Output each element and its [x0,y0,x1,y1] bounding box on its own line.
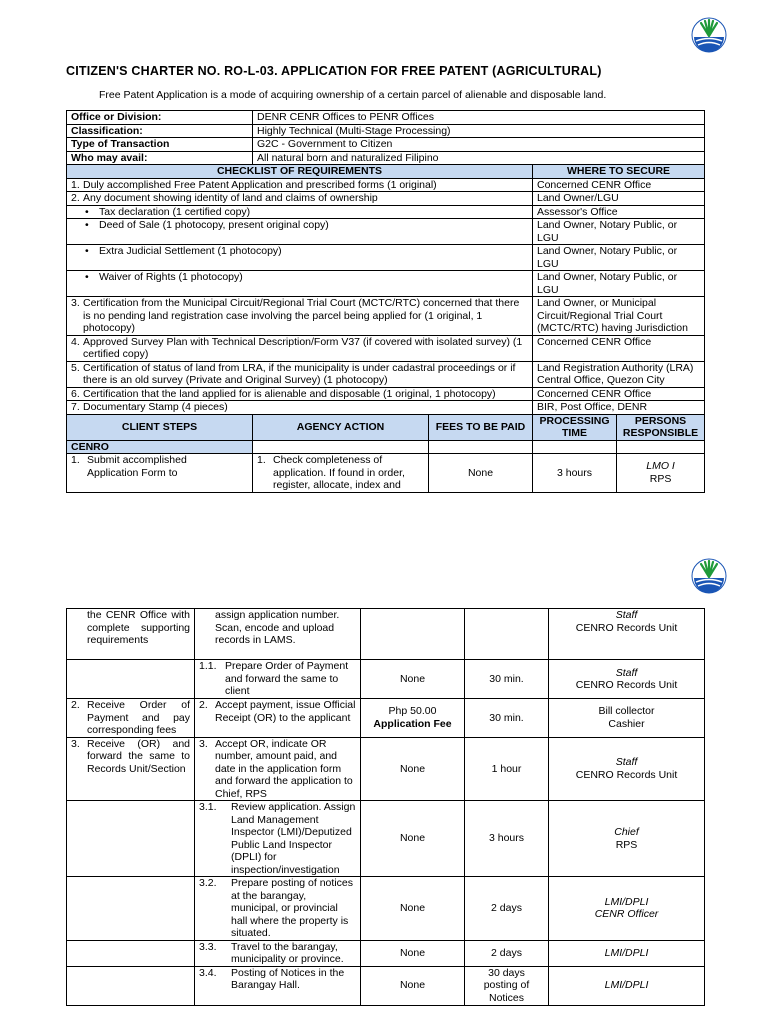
requirement-source: Land Owner, Notary Public, or LGU [533,245,705,271]
client-step-text: Receive Order of Payment and pay corresponding fees [87,699,190,736]
info-row [67,138,705,152]
requirement-source: BIR, Post Office, DENR [533,401,705,415]
requirement-number: 4. [71,335,80,348]
requirement-number: 7. [71,401,80,413]
processing-time-value: 30 days posting of Notices [465,966,549,1005]
person-unit: CENRO Records Unit [575,768,678,781]
agency-action-text: Review application. Assign Land Management Inspector (LMI)/Deputized Public Land Inspector (DPLI) for inspection/investigation [231,801,356,876]
info-value: All natural born and naturalized Filipino [253,151,705,165]
step-row [67,877,705,941]
requirement-row [67,178,705,192]
section-label: CENRO [67,440,253,454]
fee-value: None [361,966,465,1005]
denr-logo-icon [691,17,727,53]
person-unit: CENRO Records Unit [575,679,678,691]
action-number: 3.3. [199,940,217,953]
step-number: 2. [71,699,80,711]
step-row [67,609,705,660]
info-row [67,111,705,125]
requirement-number: 3. [71,297,80,309]
action-number: 3.2. [199,877,217,889]
bullet-icon: • [85,271,89,283]
requirement-row [67,387,705,401]
requirement-row [67,401,705,415]
requirement-row [67,335,705,361]
requirement-source: Land Owner, or Municipal Circuit/Regional Trial Court (MCTC/RTC) having Jurisdiction [533,297,705,336]
requirement-text: Certification from the Municipal Circuit/Regional Trial Court (MCTC/RTC) concerned that there is no pending land registration case involving the parcel being applied for (1 original, 1 photocopy) [83,297,520,334]
agency-action-text: Check completeness of application. If found in order, register, allocate, index and [273,454,405,491]
processing-time-value: 1 hour [465,737,549,801]
steps-header-row [67,414,705,440]
checklist-header: CHECKLIST OF REQUIREMENTS [67,165,533,179]
requirement-row [67,205,705,219]
agency-action-text: Posting of Notices in the Barangay Hall. [231,966,345,991]
requirement-row [67,245,705,271]
person-unit: CENRO Records Unit [575,621,678,634]
processing-time-value: 3 hours [465,801,549,877]
info-label: Office or Division: [67,111,253,125]
requirement-source: Land Owner/LGU [533,192,705,206]
checklist-header-row [67,165,705,179]
action-number: 2. [199,699,208,711]
client-step-text: Receive (OR) and forward the same to Records Unit/Section [87,737,190,775]
requirement-source: Land Owner, Notary Public, or LGU [533,219,705,245]
info-value: DENR CENR Offices to PENR Offices [253,111,705,125]
requirement-source: Assessor's Office [533,205,705,219]
requirement-row [67,192,705,206]
processing-time-value: 2 days [465,940,549,966]
page-subtitle: Free Patent Application is a mode of acquiring ownership of a certain parcel of alienable and disposable land. [99,89,607,101]
requirement-source: Concerned CENR Office [533,387,705,401]
processing-time-value: 2 days [465,877,549,941]
bullet-icon: • [85,205,89,218]
requirement-text: Any document showing identity of land and claims of ownership [83,192,378,204]
requirement-text: Waiver of Rights (1 photocopy) [99,271,243,283]
info-label: Who may avail: [67,151,253,165]
person-responsible: LMI/DPLI [549,940,705,966]
info-row [67,124,705,138]
info-value: Highly Technical (Multi-Stage Processing) [253,124,705,138]
requirement-number: 6. [71,387,80,400]
processing-time-value: 30 min. [465,660,549,699]
action-number: 1. [257,454,266,466]
agency-action-header: AGENCY ACTION [253,414,429,440]
fee-value: None [361,737,465,801]
person-responsible: Staff [615,666,638,679]
step-row [67,660,705,699]
step-row [67,940,705,966]
fee-value: None [361,801,465,877]
requirement-text: Tax declaration (1 certified copy) [99,205,251,218]
requirement-row [67,297,705,336]
step-row [67,737,705,801]
agency-action-text: Prepare posting of notices at the barangay, municipal, or provincial hall where the property is situated. [231,877,353,939]
person-unit: RPS [649,472,672,485]
agency-action-text: Travel to the barangay, municipality or province. [231,940,344,965]
requirement-text: Approved Survey Plan with Technical Description/Form V37 (if covered with isolated survey) (1 certified copy) [83,335,523,360]
processing-time-value: 3 hours [533,454,617,493]
action-number: 3.1. [199,801,217,813]
requirement-text: Certification of status of land from LRA, if the municipality is under cadastral proceedings or if there is an old survey (Private and Original Survey) (1 photocopy) [83,361,516,386]
section-row [67,440,705,454]
client-step-text: the CENR Office with complete supporting requirements [67,609,195,660]
page-title: CITIZEN'S CHARTER NO. RO-L-03. APPLICATION FOR FREE PATENT (AGRICULTURAL) [66,64,602,78]
info-label: Type of Transaction [67,138,253,152]
requirement-number: 2. [71,192,80,204]
fees-header: FEES TO BE PAID [429,414,533,440]
person-unit: Cashier [608,717,645,730]
bullet-icon: • [85,219,89,231]
person-responsible: Staff [615,756,638,769]
requirement-source: Land Owner, Notary Public, or LGU [533,271,705,297]
requirement-row [67,271,705,297]
requirement-text: Extra Judicial Settlement (1 photocopy) [99,245,282,257]
fee-description: Application Fee [373,717,452,730]
requirement-source: Land Registration Authority (LRA) Central Office, Quezon City [533,361,705,387]
requirement-text: Duly accomplished Free Patent Application and prescribed forms (1 original) [83,178,437,191]
info-row [67,151,705,165]
requirement-number: 1. [71,178,80,191]
requirement-text: Deed of Sale (1 photocopy, present original copy) [99,219,329,231]
info-value: G2C - Government to Citizen [253,138,705,152]
agency-action-text: Prepare Order of Payment and forward the same to client [225,660,349,697]
requirement-source: Concerned CENR Office [533,335,705,361]
fee-value: Php 50.00 [388,705,437,718]
fee-value: None [429,454,533,493]
client-step-text: Submit accomplished Application Form to [87,454,187,479]
person-responsible: Bill collector [598,705,655,718]
requirement-row [67,361,705,387]
processing-time-header: PROCESSING TIME [533,414,617,440]
person-responsible: Chief [614,826,639,838]
requirement-number: 5. [71,361,80,374]
action-number: 3. [199,737,208,750]
client-steps-header: CLIENT STEPS [67,414,253,440]
agency-action-text: Accept payment, issue Official Receipt (OR) to the applicant [215,699,356,724]
step-row [67,699,705,738]
fee-value: None [361,877,465,941]
requirement-text: Documentary Stamp (4 pieces) [83,401,228,413]
denr-logo-icon [691,558,727,594]
step-row [67,454,705,493]
step-number: 1. [71,454,80,466]
requirement-text: Certification that the land applied for is alienable and disposable (1 original, 1 photocopy) [83,387,496,400]
step-number: 3. [71,737,80,750]
person-unit: RPS [615,838,638,851]
persons-responsible-header: PERSONS RESPONSIBLE [617,414,705,440]
step-row [67,801,705,877]
process-steps-table [66,608,705,1006]
requirement-row [67,219,705,245]
agency-action-text: assign application number. Scan, encode and upload records in LAMS. [195,609,361,660]
bullet-icon: • [85,245,89,257]
charter-table [66,110,705,493]
action-number: 1.1. [199,660,217,672]
where-header: WHERE TO SECURE [533,165,705,179]
fee-value: None [361,660,465,699]
agency-action-text: Accept OR, indicate OR number, amount paid, and date in the application form and forward the application to Chief, RPS [215,737,353,800]
person-responsible: LMO I [646,460,675,473]
action-number: 3.4. [199,966,217,979]
step-row [67,966,705,1005]
person-responsible: LMI/DPLI [604,895,649,908]
requirement-source: Concerned CENR Office [533,178,705,192]
person-responsible: LMI/DPLI [549,966,705,1005]
processing-time-value: 30 min. [465,699,549,738]
fee-value: None [361,940,465,966]
info-label: Classification: [67,124,253,138]
person-unit: CENR Officer [594,908,659,921]
person-responsible: Staff [615,609,638,621]
